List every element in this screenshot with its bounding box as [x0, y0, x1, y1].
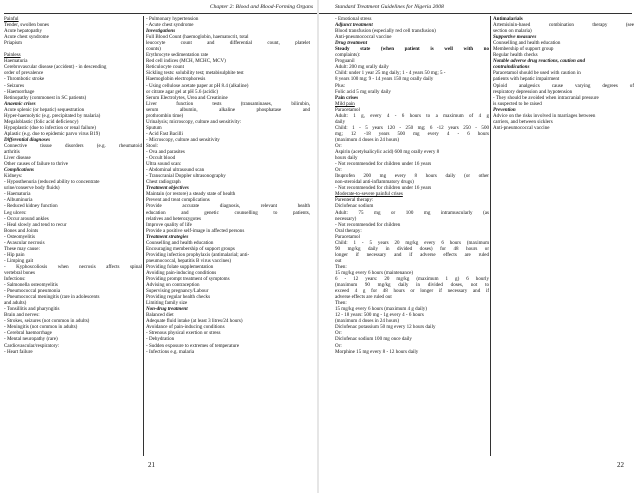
- text-line: - Pneumococcal meningitis (rare in adolescents: [4, 294, 100, 301]
- text-line: - Cerebral haemorrhage: [4, 330, 52, 337]
- text-line: Advising on contraception: [146, 282, 200, 289]
- text-line: - Strokes, seizures (not common in adults): [4, 318, 90, 325]
- text-line: Provide accurate diagnosis, relevant health: [146, 203, 310, 210]
- text-line: Liver function tests (transaminases, bilirubin,: [146, 100, 310, 107]
- text-line: respiratory depression and hypotension: [493, 88, 573, 95]
- text-line: or citrate agar gel at pH 5.6 (acidic): [146, 88, 219, 95]
- text-line: Limiting family size: [146, 300, 188, 307]
- text-line: Brain and nerves:: [4, 312, 40, 319]
- text-line: Provide a positive self-image in affected persons: [146, 227, 245, 234]
- text-line: Counselling and health education: [493, 40, 561, 47]
- text-line: Aplastic (e.g. due to epidemic parvo virus B19): [4, 130, 101, 137]
- text-line: - Acid Fast Bacilli: [146, 130, 183, 137]
- text-line: Full Blood Count (haemoglobin, haematocrit, total: [146, 34, 249, 41]
- text-line: necessary): [335, 215, 357, 222]
- text-line: Tender, swollen bones: [4, 22, 49, 29]
- text-line: Diclofenac sodium: [335, 203, 374, 210]
- text-line: section on malaria): [493, 28, 532, 35]
- text-line: Paracetamol: [335, 233, 360, 240]
- text-line: Acute hepatopathy: [4, 28, 42, 35]
- text-line: daily: [335, 118, 346, 125]
- right-column-2: [493, 16, 634, 131]
- text-line: Investigations: [146, 28, 176, 35]
- text-line: - Dehydration: [146, 336, 175, 343]
- text-line: - Not recommended for children: [335, 221, 401, 228]
- text-line: Non-drug treatment: [146, 306, 188, 313]
- running-header: Standard Treatment Guidelines for Nigeria 2008: [335, 4, 444, 10]
- running-header: Chapter 2: Blood and Blood-Forming Organs: [209, 4, 313, 10]
- text-line: - Emotional stress: [335, 16, 372, 22]
- text-line: - Sudden exposure to extremes of temperature: [146, 342, 240, 349]
- text-line: - Pulmonary hypertension: [146, 16, 199, 22]
- text-line: Sickling tests: solubility test; metabisulphite test: [146, 70, 244, 77]
- text-line: Regular health checks: [493, 52, 538, 59]
- text-line: Blood transfusion (especially red cell transfusion): [335, 28, 436, 35]
- text-line: Artemisinin-based combination therapy (see: [493, 22, 634, 29]
- text-line: Antimalarials: [493, 16, 523, 22]
- text-line: - Transcranial Doppler ultrasonography: [146, 173, 226, 180]
- text-line: 15 mg/kg every 6 hours (maximum 4 g daily): [335, 306, 427, 313]
- text-line: Proguanil: [335, 58, 355, 65]
- text-line: - Pneumococcal pneumonia: [4, 288, 61, 295]
- text-line: Adult: 75 mg or 100 mg intramuscularly (as: [335, 209, 489, 216]
- text-line: These may cause:: [4, 245, 40, 252]
- text-line: Pain crises: [335, 94, 359, 101]
- text-line: Avoiding pain-inducing conditions: [146, 269, 217, 276]
- text-line: Differential diagnoses: [4, 136, 51, 143]
- text-line: patients with hepatic impairment: [493, 76, 560, 83]
- text-line: - Thrombotic stroke: [4, 76, 45, 83]
- text-line: - Heal slowly and tend to recur: [4, 221, 67, 228]
- text-line: order of prevalence: [4, 70, 44, 77]
- text-line: Kidneys:: [4, 173, 23, 180]
- text-line: 6 - 12 years: 20 mg/kg (maximum 1 g) 6 hourly: [335, 276, 489, 283]
- text-line: - Ova and parasites: [146, 149, 185, 156]
- text-line: Acute chest syndrome: [4, 34, 49, 41]
- text-line: Opioid analgesics cause varying degrees of: [493, 82, 634, 89]
- text-line: Steady state (when patient is well with no: [335, 46, 489, 53]
- text-line: Urinalysis; microscopy, culture and sensitivity:: [146, 118, 242, 125]
- text-line: (maximum 90 mg/kg daily in divided doses, not to: [335, 282, 489, 289]
- left-column-1: [4, 16, 142, 355]
- text-line: arthritis: [4, 149, 20, 156]
- text-line: Adequate fluid intake (at least 3 litres/24 hours): [146, 318, 243, 325]
- text-line: - Heart failure: [4, 348, 33, 355]
- text-line: Child: under 1 year 25 mg daily; 1 - 4 years 50 mg; 5 -: [335, 70, 446, 77]
- text-line: 15 mg/kg every 6 hours (maintenance): [335, 269, 414, 276]
- text-line: Haematuria: [4, 58, 28, 65]
- text-line: Anaemic crises: [4, 100, 36, 107]
- text-line: Retinopathy (commonest in SC patients): [4, 94, 87, 101]
- page-number: 21: [148, 461, 155, 469]
- text-line: mg; 12 -18 years 500 mg every 4 - 6 hours: [335, 130, 489, 137]
- text-line: Folic acid 5 mg orally daily: [335, 88, 391, 95]
- text-line: - Microscopy, culture and sensitivity: [146, 136, 220, 143]
- text-line: Membership of support group: [493, 46, 554, 53]
- text-line: - Not recommended for children under 16 years: [335, 161, 432, 168]
- text-line: Haemoglobin electrophoresis: [146, 76, 206, 83]
- header-rule: [319, 13, 632, 14]
- text-line: - Hip pain: [4, 251, 25, 258]
- text-line: Infections:: [4, 276, 26, 283]
- text-line: Aspirin (acetylsalicylic acid) 600 mg orally every 8: [335, 149, 440, 156]
- text-line: Or:: [335, 342, 342, 349]
- text-line: Supportive measures: [493, 34, 537, 41]
- text-line: - Hyposthenuria (reduced ability to concentrate: [4, 179, 100, 186]
- text-line: Anti-pneumococcal vaccine: [335, 34, 392, 41]
- text-line: exceed 4 g for 48 hours or longer if necessary and if: [335, 288, 489, 295]
- text-line: Providing prompt treatment of symptoms: [146, 276, 230, 283]
- text-line: Morphine 15 mg every 8 - 12 hours daily: [335, 348, 419, 355]
- text-line: Serum Electrolytes, Urea and Creatinine: [146, 94, 228, 101]
- text-line: prothrombin time): [146, 112, 184, 119]
- text-line: Supervising pregnancy/Labour: [146, 288, 209, 295]
- text-line: Then:: [335, 263, 347, 270]
- text-line: Or:: [335, 330, 342, 337]
- text-line: Connective tissue disorders (e.g. rheumatoid: [4, 142, 142, 149]
- text-line: Notable adverse drug reactions, caution and: [493, 58, 585, 65]
- text-line: Moderate-to-severe painful crises: [335, 191, 403, 198]
- text-line: Chest radiograph: [146, 179, 181, 186]
- text-line: out: [335, 257, 342, 264]
- text-line: Child: 1 - 5 years 20 mg/kg every 6 hours (maximum: [335, 239, 489, 246]
- text-line: 90 mg/kg daily in divided doses) for 48 hours or: [335, 245, 489, 252]
- text-line: - Reduced kidney function: [4, 203, 58, 210]
- text-line: vertebral bones: [4, 269, 35, 276]
- text-line: Adult: 200 mg orally daily: [335, 64, 389, 71]
- text-line: Parenteral therapy:: [335, 197, 374, 204]
- text-line: Liver disease: [4, 155, 31, 162]
- text-line: Adjunct treatment: [335, 22, 373, 29]
- text-line: Ibuprofen 200 mg every 8 hours daily (or other: [335, 173, 489, 180]
- text-line: leucocyte count and differential count, platelet: [146, 40, 310, 47]
- text-line: Avoidance of pain-inducing conditions: [146, 324, 225, 331]
- text-line: - Kyphoscoliosis when necrosis affects spinal: [4, 263, 142, 270]
- text-line: Mild pain: [335, 100, 355, 107]
- text-line: Then:: [335, 300, 347, 307]
- text-line: serum albumin, alkaline phosphatase and: [146, 106, 310, 113]
- text-line: Or:: [335, 167, 342, 174]
- text-line: pneumococcal, hepatitis B virus vaccines): [146, 257, 232, 264]
- column-divider: [490, 16, 491, 456]
- text-line: Balanced diet: [146, 312, 174, 319]
- text-line: Providing infection prophylaxis (antimalarial; anti-: [146, 251, 250, 258]
- text-line: - Avascular necrosis: [4, 239, 45, 246]
- text-line: Stool:: [146, 142, 159, 149]
- text-line: Megaloblastic (folic acid deficiency): [4, 118, 79, 125]
- text-line: Providing folate supplementation: [146, 263, 214, 270]
- text-line: Encouraging membership of support groups: [146, 245, 235, 252]
- left-column-2: [146, 16, 310, 355]
- text-line: - They should be avoided when intracranial pressure: [493, 94, 599, 101]
- text-line: carriers, and between sicklers: [493, 118, 553, 125]
- text-line: - Meningitis (not common in adults): [4, 324, 78, 331]
- text-line: is suspected to be raised: [493, 100, 542, 107]
- text-line: Cerebrovascular disease (accident) - in descending: [4, 64, 107, 71]
- text-line: Or:: [335, 142, 342, 149]
- right-column-1: [335, 16, 489, 355]
- text-line: Cardiovascular/respiratory:: [4, 342, 60, 349]
- text-line: Diclofenac potassium 50 mg every 12 hours daily: [335, 324, 436, 331]
- header-rule: [4, 13, 319, 14]
- text-line: Hyper-haemolytic (e.g. precipitated by malaria): [4, 112, 101, 119]
- text-line: and adults): [4, 300, 27, 307]
- text-line: (maximum 4 doses in 24 hours): [335, 318, 400, 325]
- text-line: Plus:: [335, 82, 346, 89]
- text-line: Painful: [4, 16, 19, 22]
- text-line: Treatment strategies: [146, 233, 189, 240]
- text-line: - Mental neuropathy (rare): [4, 336, 58, 343]
- text-line: Erythrocyte sedimentation rate: [146, 52, 209, 59]
- text-line: - Salmonella osteomyelitis: [4, 282, 58, 289]
- text-line: Leg ulcers:: [4, 209, 27, 216]
- text-line: - Occur around ankles: [4, 215, 49, 222]
- text-line: Hypoplastic (due to infection or renal failure): [4, 124, 96, 131]
- text-line: education and genetic counselling to patients,: [146, 209, 310, 216]
- text-line: Counselling and health education: [146, 239, 214, 246]
- text-line: Oral therapy:: [335, 227, 362, 234]
- text-line: Drug treatment: [335, 40, 368, 47]
- text-line: - Albuminuria: [4, 197, 33, 204]
- column-divider: [143, 16, 144, 456]
- text-line: urine/conserve body fluids): [4, 185, 60, 192]
- text-line: Bones and Joints: [4, 227, 39, 234]
- text-line: contraindications: [493, 64, 530, 71]
- text-line: complaints):: [335, 52, 361, 59]
- right-page: [319, 0, 638, 493]
- text-line: Ultra sound scan:: [146, 161, 182, 168]
- text-line: Adult: 1 g, every 4 - 6 hours to a maximum of 4 g: [335, 112, 489, 119]
- text-line: adverse effects are ruled out: [335, 294, 392, 301]
- text-line: Treatment objectives: [146, 185, 189, 192]
- text-line: Complications: [4, 167, 35, 174]
- text-line: Reticulocyte count: [146, 64, 184, 71]
- text-line: 12 - 18 years: 500 mg - 1g every 4 - 6 hours: [335, 312, 424, 319]
- text-line: (maximum 4 doses in 24 hours): [335, 136, 400, 143]
- text-line: 8 years 100 mg; 9 - 14 years 150 mg orally daily: [335, 76, 434, 83]
- text-line: Other causes of failure to thrive: [4, 161, 69, 168]
- text-line: longer if necessary and if adverse effects are ruled: [335, 251, 489, 258]
- text-line: Paracetamol: [335, 106, 360, 113]
- text-line: Painless: [4, 52, 21, 59]
- text-line: Child: 1 - 5 years 120 - 250 mg; 6 -12 years 250 - 500: [335, 124, 489, 131]
- text-line: Improve quality of life: [146, 221, 192, 228]
- text-line: Anti-pneumococcal vaccine: [493, 124, 550, 131]
- text-line: - Occult blood: [146, 155, 176, 162]
- text-line: counts): [146, 46, 161, 53]
- text-line: Red cell indices (MCH, MCHC, MCV): [146, 58, 226, 65]
- text-line: Providing regular health checks: [146, 294, 211, 301]
- page-number: 22: [617, 461, 624, 469]
- text-line: Acute splenic (or hepatic) sequestration: [4, 106, 85, 113]
- text-line: - Strenous physical exertion or stress: [146, 330, 221, 337]
- text-line: - Infections e.g. malaria: [146, 348, 195, 355]
- text-line: non-steroidal anti-inflammatory drugs): [335, 179, 414, 186]
- text-line: Sputum: [146, 124, 162, 131]
- text-line: relatives and heterozygotes: [146, 215, 201, 222]
- text-line: - Not recommended for children under 16 years: [335, 185, 432, 192]
- text-line: - Using cellulose acetate paper at pH 8.4 (alkaline): [146, 82, 249, 89]
- text-line: - Acute chest syndrome: [146, 22, 194, 29]
- text-line: - Tonsillitis and pharyngitis: [4, 306, 60, 313]
- text-line: Diclofenac sodium 100 mg once daily: [335, 336, 412, 343]
- text-line: - Seizures: [4, 82, 25, 89]
- text-line: hours daily: [335, 155, 358, 162]
- text-line: - Haemorrhage: [4, 88, 35, 95]
- text-line: Advice on the risks involved in marriages between: [493, 112, 596, 119]
- text-line: - Abdominal ultrasound scan: [146, 167, 205, 174]
- text-line: Prevent and treat complications: [146, 197, 210, 204]
- text-line: Maintain (or restore) a steady state of health: [146, 191, 236, 198]
- text-line: Paracetamol should be used with caution in: [493, 70, 581, 77]
- text-line: - Osteomyelitis: [4, 233, 35, 240]
- text-line: Priapism: [4, 40, 22, 47]
- text-line: Prevention: [493, 106, 516, 113]
- text-line: - Limping gait: [4, 257, 34, 264]
- text-line: - Haematuria: [4, 191, 31, 198]
